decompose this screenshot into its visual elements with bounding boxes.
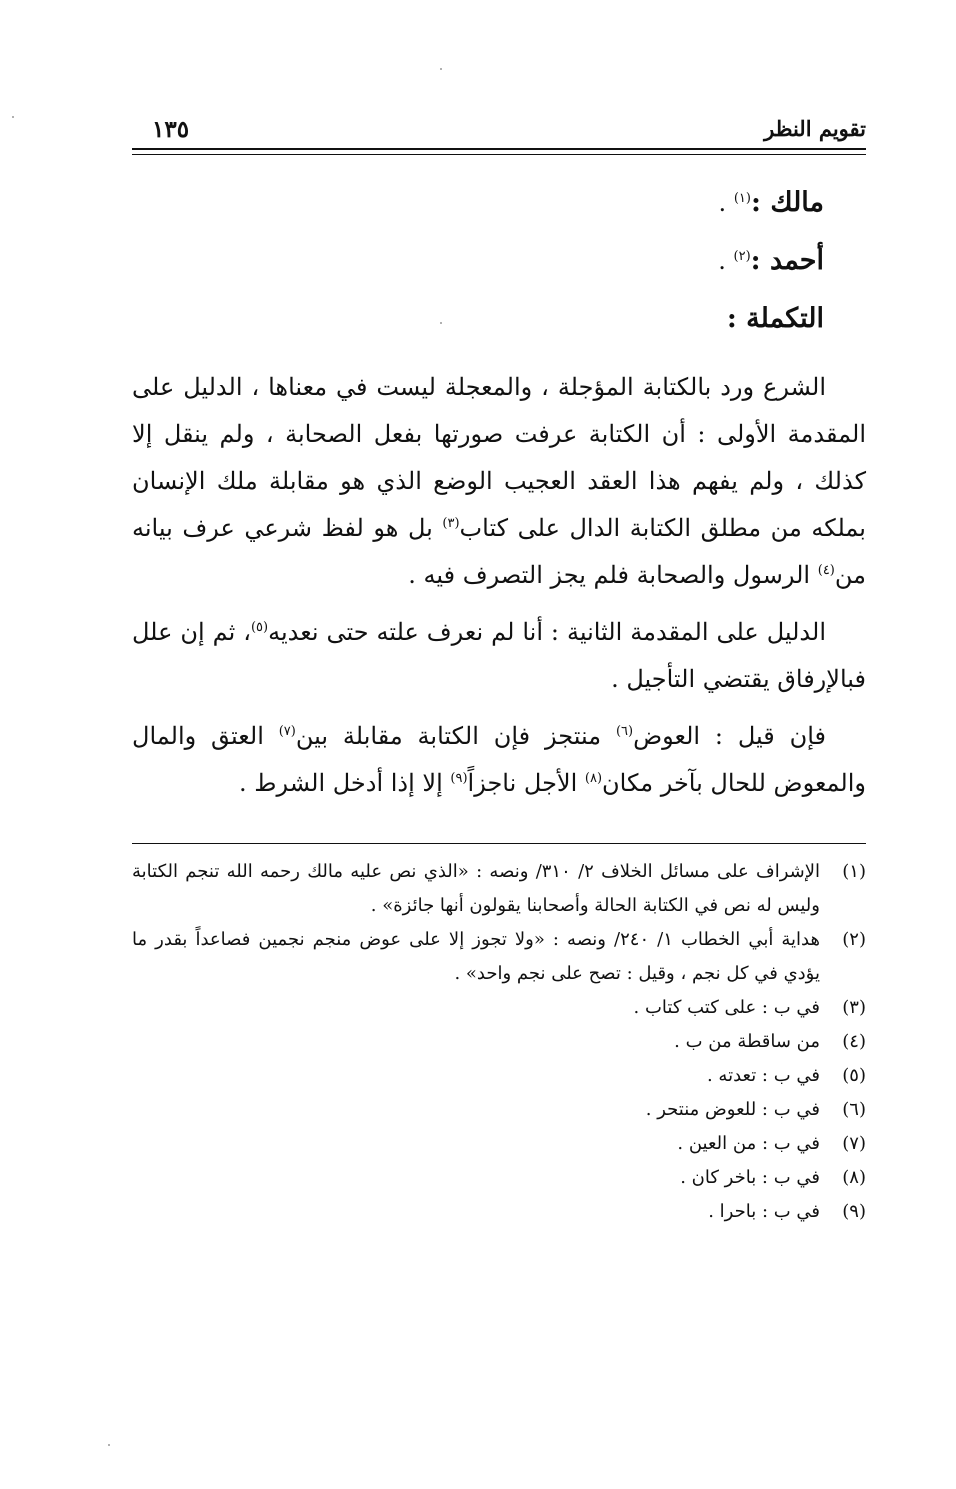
footnote-number: (١): [842, 861, 866, 882]
label-name: التكملة :: [726, 303, 824, 334]
footnote-separator: [132, 843, 866, 844]
scan-speck: [12, 116, 14, 118]
text-run: العتق والمال والمعوض للحال بآخر مكان: [132, 722, 866, 797]
paragraph-3: [132, 713, 866, 807]
footnote-ref: (٢): [733, 249, 751, 264]
label-takmila: [132, 296, 866, 354]
footnote-text: في ب : باخر كان .: [680, 1167, 820, 1188]
label-end: .: [718, 247, 726, 275]
page-number: ١٣٥: [152, 116, 190, 143]
text-run: إلا إذا أدخل الشرط .: [239, 769, 451, 797]
footnote-6: [132, 1093, 866, 1127]
footnote-number: (٨): [842, 1167, 866, 1188]
text-run: الشرع ورد بالكتابة المؤجلة ، والمعجلة ليست في معناها ، الدليل على المقدمة الأولى : أن الكتابة عرفت صورتها بفعل الصحابة ، ولم ينقل إلا كذلك ، ولم يفهم هذا العقد العجيب الوضع الذي هو مقابلة ملك الإنسان بملكه من مطلق الكتابة الدال على كتاب: [132, 373, 866, 542]
footnote-5: [132, 1059, 866, 1093]
footnote-ref: (٤): [817, 563, 835, 578]
text-run: الدليل على المقدمة الثانية : أنا لم نعرف علته حتى نعديه: [268, 618, 826, 646]
label-ahmad: [132, 238, 866, 296]
footnote-ref: (٨): [584, 771, 603, 786]
footnote-number: (٥): [842, 1065, 866, 1086]
label-name: أحمد :: [750, 245, 824, 276]
footnote-9: [132, 1195, 866, 1229]
footnote-text: هداية أبي الخطاب ١/ ٢٤٠/ ونصه : «ولا تجوز إلا على عوض منجم نجمين فصاعداً بقدر ما يؤدي في كل نجم ، وقيل : تصح على نجم واحد» .: [132, 929, 820, 984]
footnote-text: الإشراف على مسائل الخلاف ٢/ ٣١٠/ ونصه : «الذي نص عليه مالك رحمه الله تنجم الكتابة وليس له نص في الكتابة الحالة وأصحابنا يقولون أنها جائزة» .: [132, 861, 820, 916]
footnote-ref: (٦): [615, 724, 634, 739]
footnote-text: في ب : على كتب كتاب .: [633, 997, 820, 1018]
footnote-3: [132, 991, 866, 1025]
footnote-ref: (٧): [278, 724, 296, 739]
running-header: [132, 110, 866, 146]
footnote-1: [132, 855, 866, 923]
footnote-text: في ب : باحرا .: [708, 1201, 820, 1222]
scan-speck: [440, 68, 442, 70]
text-run: فإن قيل : العوض: [633, 722, 826, 750]
paragraph-2: [132, 609, 866, 703]
footnote-number: (٣): [842, 997, 866, 1018]
footnote-8: [132, 1161, 866, 1195]
footnote-4: [132, 1025, 866, 1059]
label-end: .: [718, 189, 727, 217]
paragraph-1: [132, 364, 866, 599]
footnote-ref: (١): [733, 191, 751, 206]
footnote-2: [132, 923, 866, 991]
footnote-text: من ساقطة من ب .: [674, 1031, 820, 1052]
header-rule-thick: [132, 148, 866, 150]
scan-speck: [108, 1444, 110, 1446]
text-run: ، ثم إن علل فبالإرفاق يقتضي التأجيل .: [132, 618, 866, 693]
footnote-text: في ب : للعوض منتحر .: [645, 1099, 820, 1120]
main-text: [132, 180, 866, 817]
label-name: مالك :: [750, 187, 824, 218]
footnote-text: في ب : تعدته .: [706, 1065, 820, 1086]
label-malik: [132, 180, 866, 238]
footnote-ref: (٥): [250, 620, 269, 635]
footnote-number: (٧): [842, 1133, 866, 1154]
header-rule-thin: [132, 154, 866, 155]
footnote-number: (٦): [842, 1099, 866, 1120]
text-run: بل هو لفظ شرعي عرف بيانه من: [132, 514, 866, 589]
scan-speck: [440, 322, 442, 324]
text-run: الرسول والصحابة فلم يجز التصرف فيه .: [408, 561, 818, 589]
footnote-number: (٤): [842, 1031, 866, 1052]
text-run: الأجل ناجزاً: [467, 769, 585, 797]
text-run: منتجز فإن الكتابة مقابلة بين: [295, 722, 616, 750]
footnote-number: (٢): [842, 929, 866, 950]
footnote-7: [132, 1127, 866, 1161]
book-title: تقويم النظر: [764, 116, 866, 141]
footnotes-list: [132, 855, 866, 1229]
footnote-text: في ب : من العين .: [677, 1133, 820, 1154]
footnote-ref: (٩): [450, 771, 468, 786]
footnote-number: (٩): [842, 1201, 866, 1222]
footnote-ref: (٣): [442, 516, 460, 531]
